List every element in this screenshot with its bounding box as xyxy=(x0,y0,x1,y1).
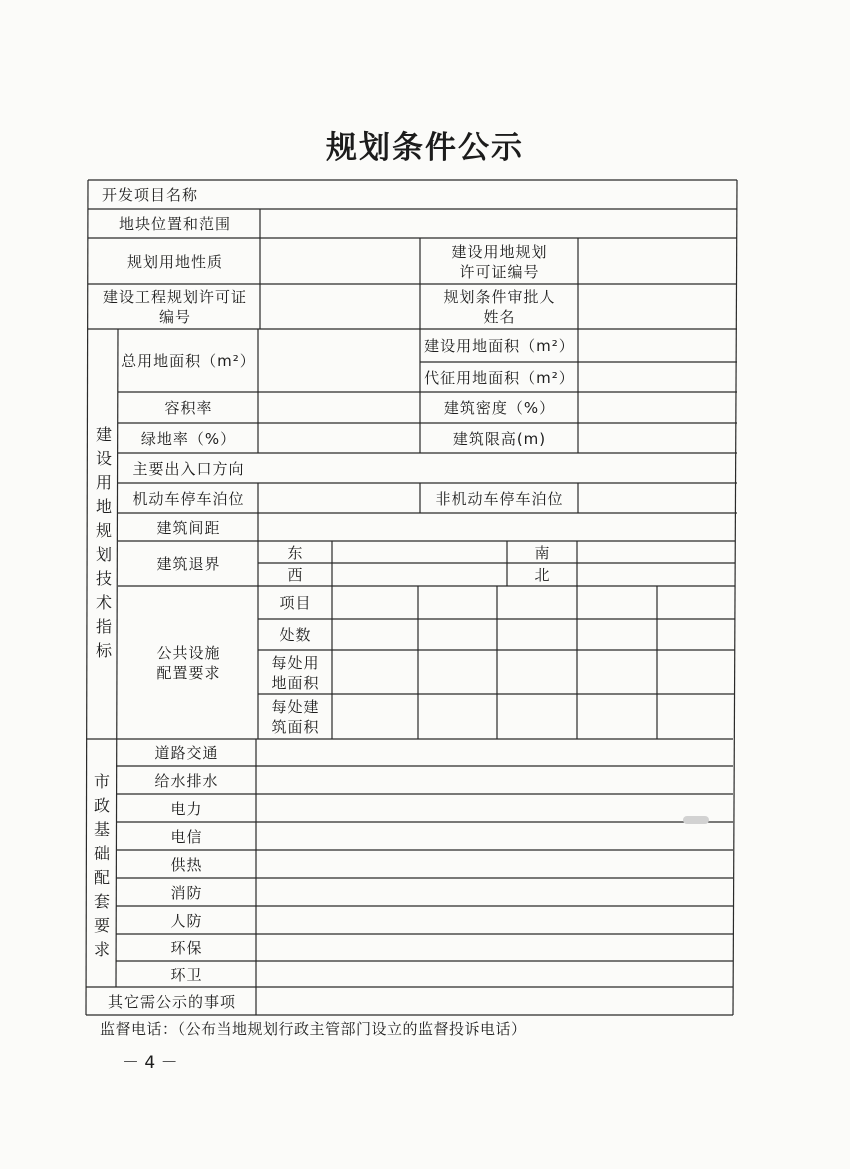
scan-smudge xyxy=(683,816,709,824)
label-green-ratio: 绿地率（%） xyxy=(140,429,237,448)
label-building-permit-no: 建设工程规划许可证 编号 xyxy=(102,288,247,326)
supervision-phone-note: 监督电话：（公布当地规划行政主管部门设立的监督投诉电话） xyxy=(100,1020,527,1038)
label-total-land-area: 总用地面积（m²） xyxy=(121,352,256,370)
label-construction-land-area: 建设用地面积（m²） xyxy=(424,337,575,355)
label-municipal-item: 人防 xyxy=(170,911,203,930)
label-other-matters: 其它需公示的事项 xyxy=(107,992,236,1011)
label-municipal-item: 电信 xyxy=(170,827,203,846)
label-west: 西 xyxy=(287,566,304,584)
label-main-entrance: 主要出入口方向 xyxy=(132,459,245,478)
label-height-limit: 建筑限高(m) xyxy=(452,429,547,448)
label-location: 地块位置和范围 xyxy=(118,215,231,233)
label-building-spacing: 建筑间距 xyxy=(156,518,221,537)
label-approver: 规划条件审批人 姓名 xyxy=(443,288,556,326)
section-technical-label: 建设用地规划技术指标 xyxy=(95,425,112,660)
label-municipal-item: 给水排水 xyxy=(154,771,219,790)
label-municipal-item: 环卫 xyxy=(170,965,203,984)
label-building-density: 建筑密度（%） xyxy=(443,399,556,417)
label-setback: 建筑退界 xyxy=(156,555,221,573)
label-municipal-item: 电力 xyxy=(170,799,203,818)
label-north: 北 xyxy=(534,566,551,584)
label-south: 南 xyxy=(534,543,551,562)
label-expropriated-land-area: 代征用地面积（m²） xyxy=(424,368,575,387)
section-municipal-label: 市政基础配套要求 xyxy=(93,772,110,959)
label-non-motor-parking: 非机动车停车泊位 xyxy=(435,489,564,508)
label-municipal-item: 供热 xyxy=(170,855,203,874)
label-motor-parking: 机动车停车泊位 xyxy=(132,489,245,508)
label-floor-area-each: 每处建 筑面积 xyxy=(271,698,320,736)
page-title: 规划条件公示 xyxy=(326,130,524,166)
label-count: 处数 xyxy=(279,626,312,644)
label-land-use-nature: 规划用地性质 xyxy=(126,252,223,271)
label-municipal-item: 道路交通 xyxy=(154,744,219,762)
page-number: － 4 － xyxy=(122,1053,178,1073)
label-item: 项目 xyxy=(279,594,312,612)
label-land-permit-no: 建设用地规划 许可证编号 xyxy=(451,242,548,281)
label-municipal-item: 消防 xyxy=(170,883,203,902)
label-project-name: 开发项目名称 xyxy=(101,186,198,204)
label-plot-ratio: 容积率 xyxy=(164,399,213,417)
label-land-area-each: 每处用 地面积 xyxy=(271,653,320,692)
label-east: 东 xyxy=(287,543,304,562)
label-public-facilities: 公共设施 配置要求 xyxy=(156,644,221,682)
label-municipal-item: 环保 xyxy=(170,939,203,957)
